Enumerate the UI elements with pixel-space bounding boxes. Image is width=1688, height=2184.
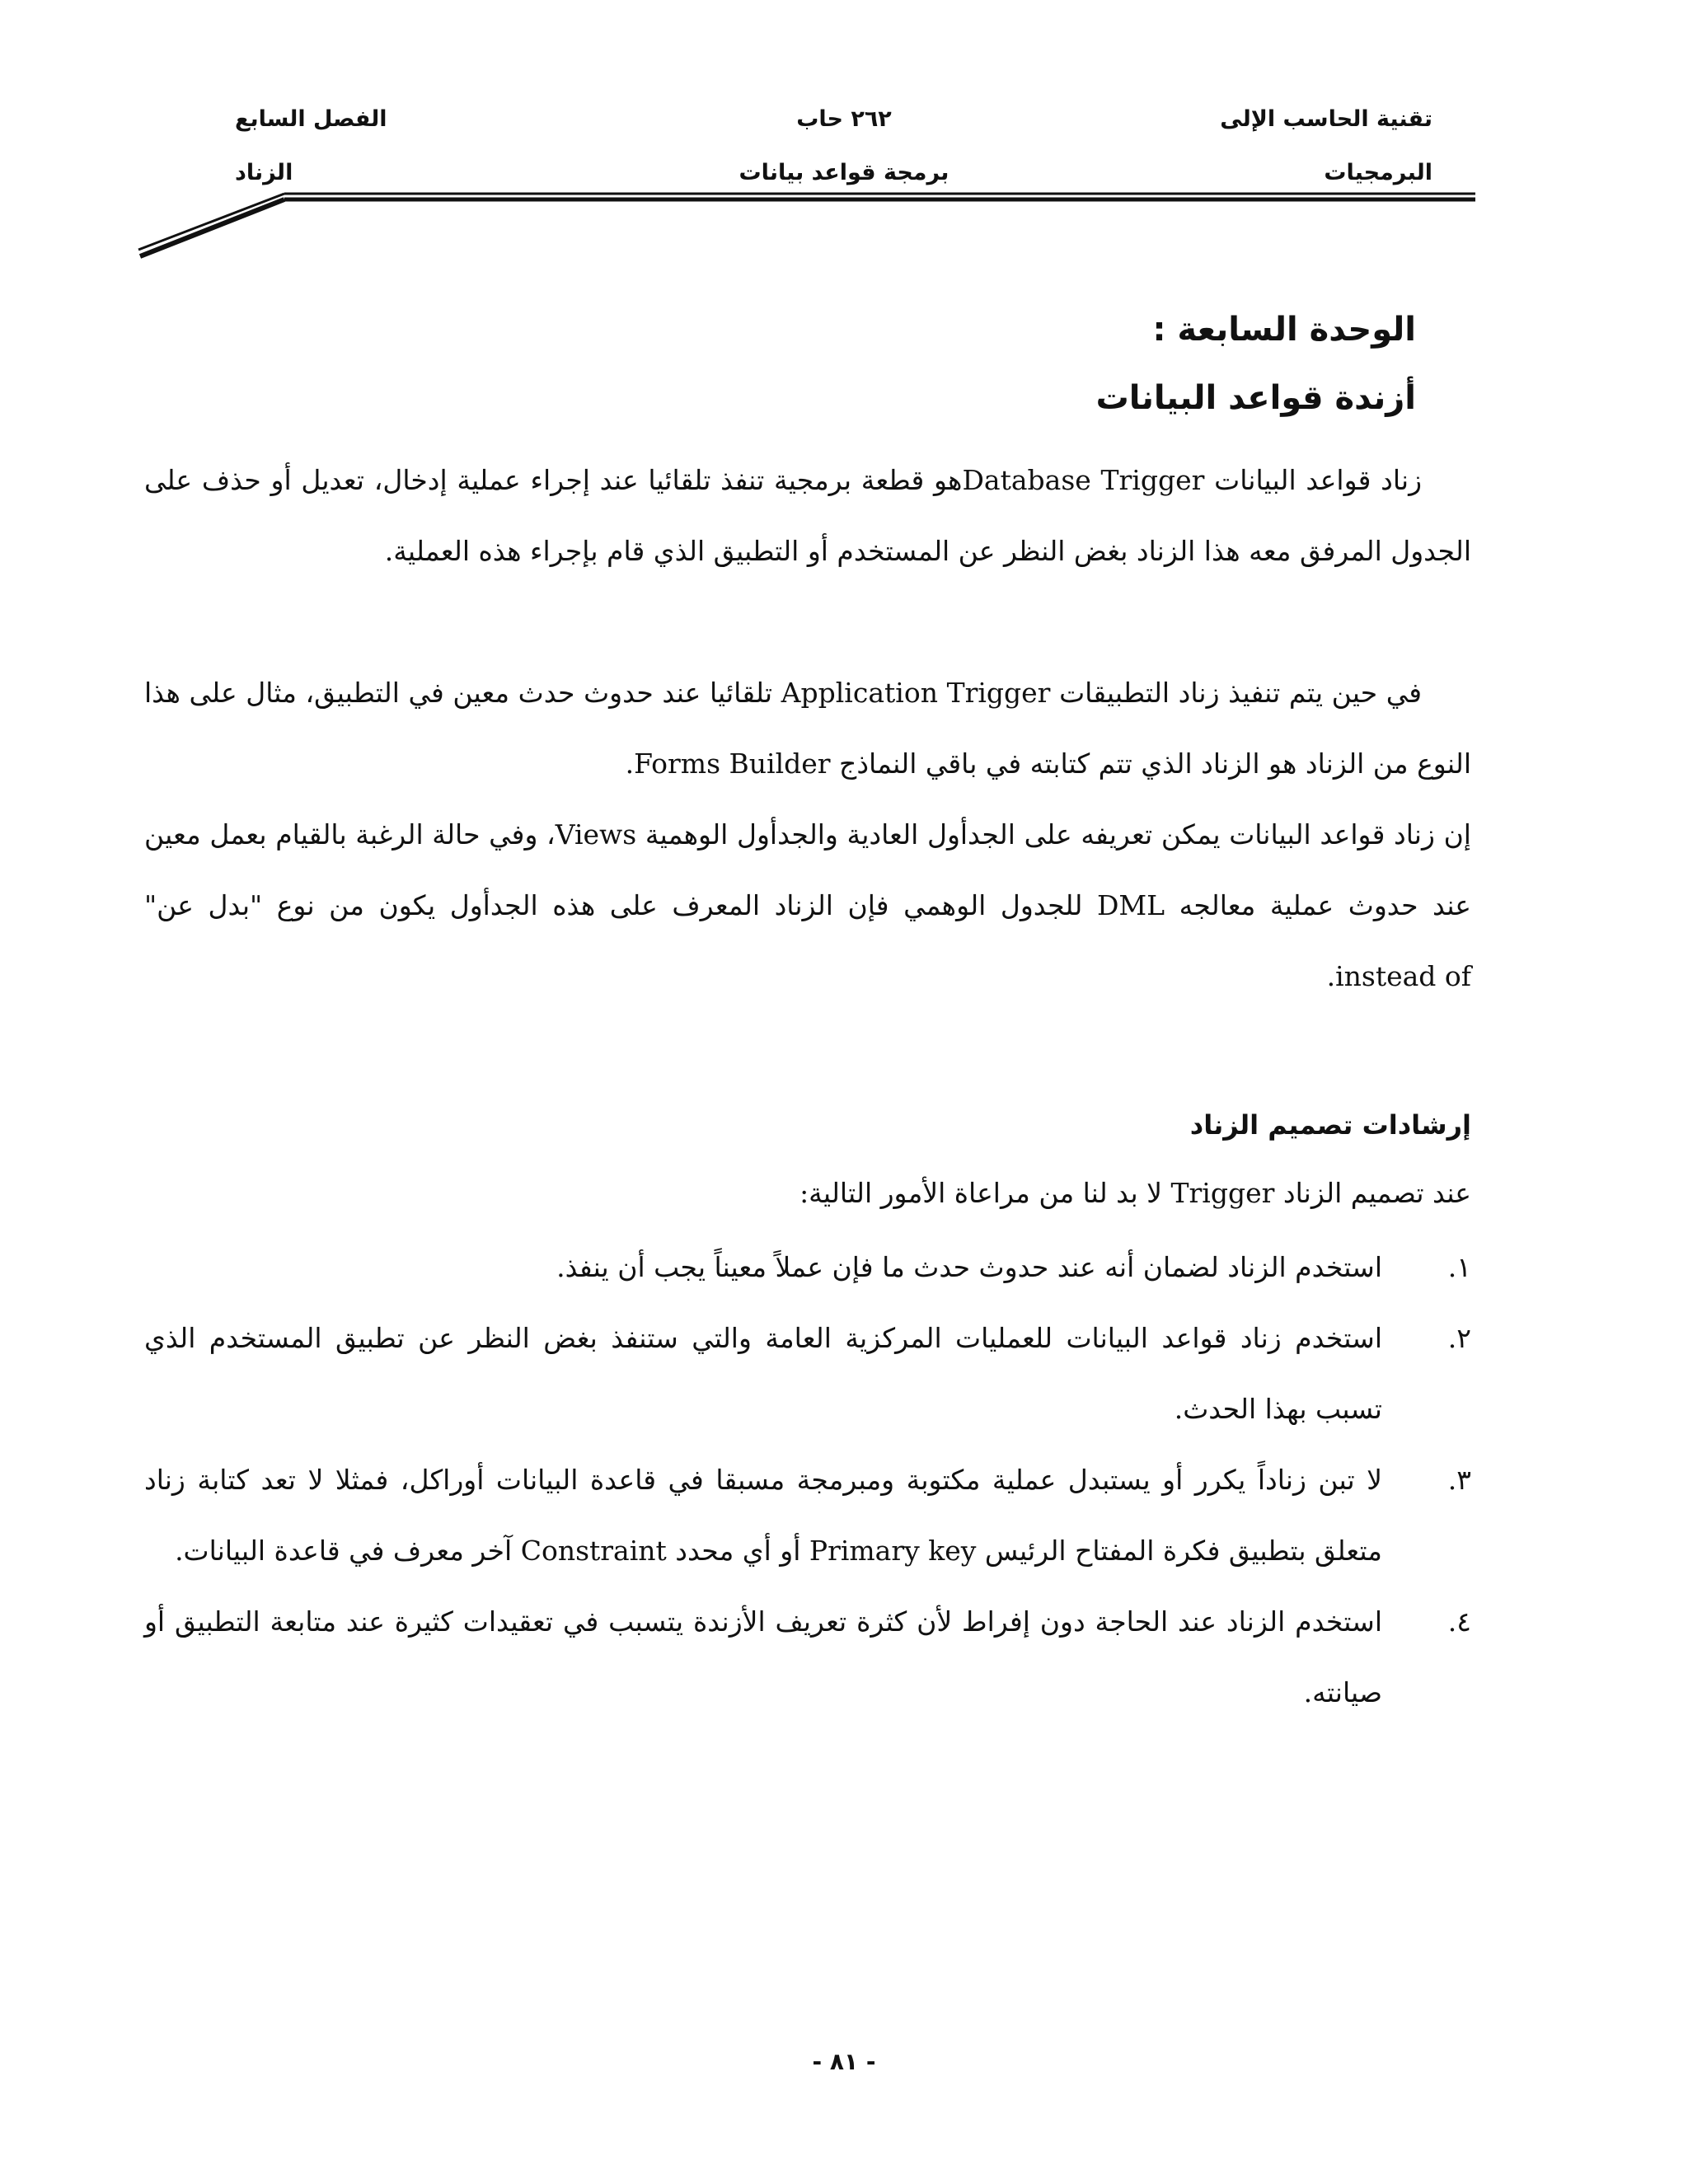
list-item-text: استخدم الزناد لضمان أنه عند حدوث حدث ما فإن عملاً معيناً يجب أن ينفذ. [556,1251,1382,1283]
list-item-number: ٤. [1447,1605,1471,1638]
list-item [144,1445,1471,1586]
header-department: تقنية الحاسب الإلى [1220,106,1432,132]
list-item [144,1303,1471,1445]
list-item-text: استخدم زناد قواعد البيانات للعمليات المركزية العامة والتي ستنفذ بغض النظر عن تطبيق المستخدم الذي تسبب بهذا الحدث. [144,1322,1382,1425]
paragraph-views-instead-of: إن زناد قواعد البيانات يمكن تعريفه على الجدأول العادية والجدأول الوهمية Views، وفي حالة الرغبة بالقيام بعمل معين عند حدوث عملية معالجه DML للجدول الوهمي فإن الزناد المعرف على هذه الجدأول يكون من نوع "بدل عن" instead of. [144,818,1471,992]
unit-subtitle: أزندة قواعد البيانات [1095,379,1416,417]
paragraph-application-trigger: في حين يتم تنفيذ زناد التطبيقات Application Trigger تلقائيا عند حدوث حدث معين في التطبيق، مثال على هذا النوع من الزناد هو الزناد الذي تتم كتابته في باقي النماذج Forms Builder. [144,677,1471,780]
guidelines-list [144,1232,1471,1728]
header-topic: الزناد [235,160,293,185]
unit-title: الوحدة السابعة : [1152,311,1416,349]
list-item [144,1586,1471,1728]
list-item-number: ٢. [1447,1322,1471,1354]
list-item [144,1232,1471,1303]
guidelines-intro: عند تصميم الزناد Trigger لا بد لنا من مراعاة الأمور التالية: [799,1177,1471,1209]
section-heading-guidelines: إرشادات تصميم الزناد [1189,1109,1471,1141]
header-chapter: الفصل السابع [235,106,387,132]
header-rule-slant-thin [138,194,284,250]
header-course-code: ٢٦٢ حاب [796,106,892,132]
page-number: - ٨١ - [812,2048,876,2075]
header-rule [0,177,1688,268]
list-item-text: لا تبن زناداً يكرر أو يستبدل عملية مكتوبة ومبرمجة مسبقا في قاعدة البيانات أوراكل، فمثلا لا تعد كتابة زناد متعلق بتطبيق فكرة المفتاح الرئيس Primary key أو أي محدد Constraint آخر معرف في قاعدة البيانات. [144,1464,1382,1567]
list-item-number: ١. [1447,1251,1471,1283]
header-specialty: البرمجيات [1324,160,1432,185]
header-course-title: برمجة قواعد بيانات [738,160,950,185]
list-item-number: ٣. [1447,1464,1471,1496]
paragraph-database-trigger: زناد قواعد البيانات Database Triggerهو قطعة برمجية تنفذ تلقائيا عند إجراء عملية إدخال، تعديل أو حذف على الجدول المرفق معه هذا الزناد بغض النظر عن المستخدم أو التطبيق الذي قام بإجراء هذه العملية. [144,464,1471,567]
header-rule-slant-thick [140,199,284,256]
list-item-text: استخدم الزناد عند الحاجة دون إفراط لأن كثرة تعريف الأزندة يتسبب في تعقيدات كثيرة عند متابعة التطبيق أو صيانته. [144,1605,1382,1708]
